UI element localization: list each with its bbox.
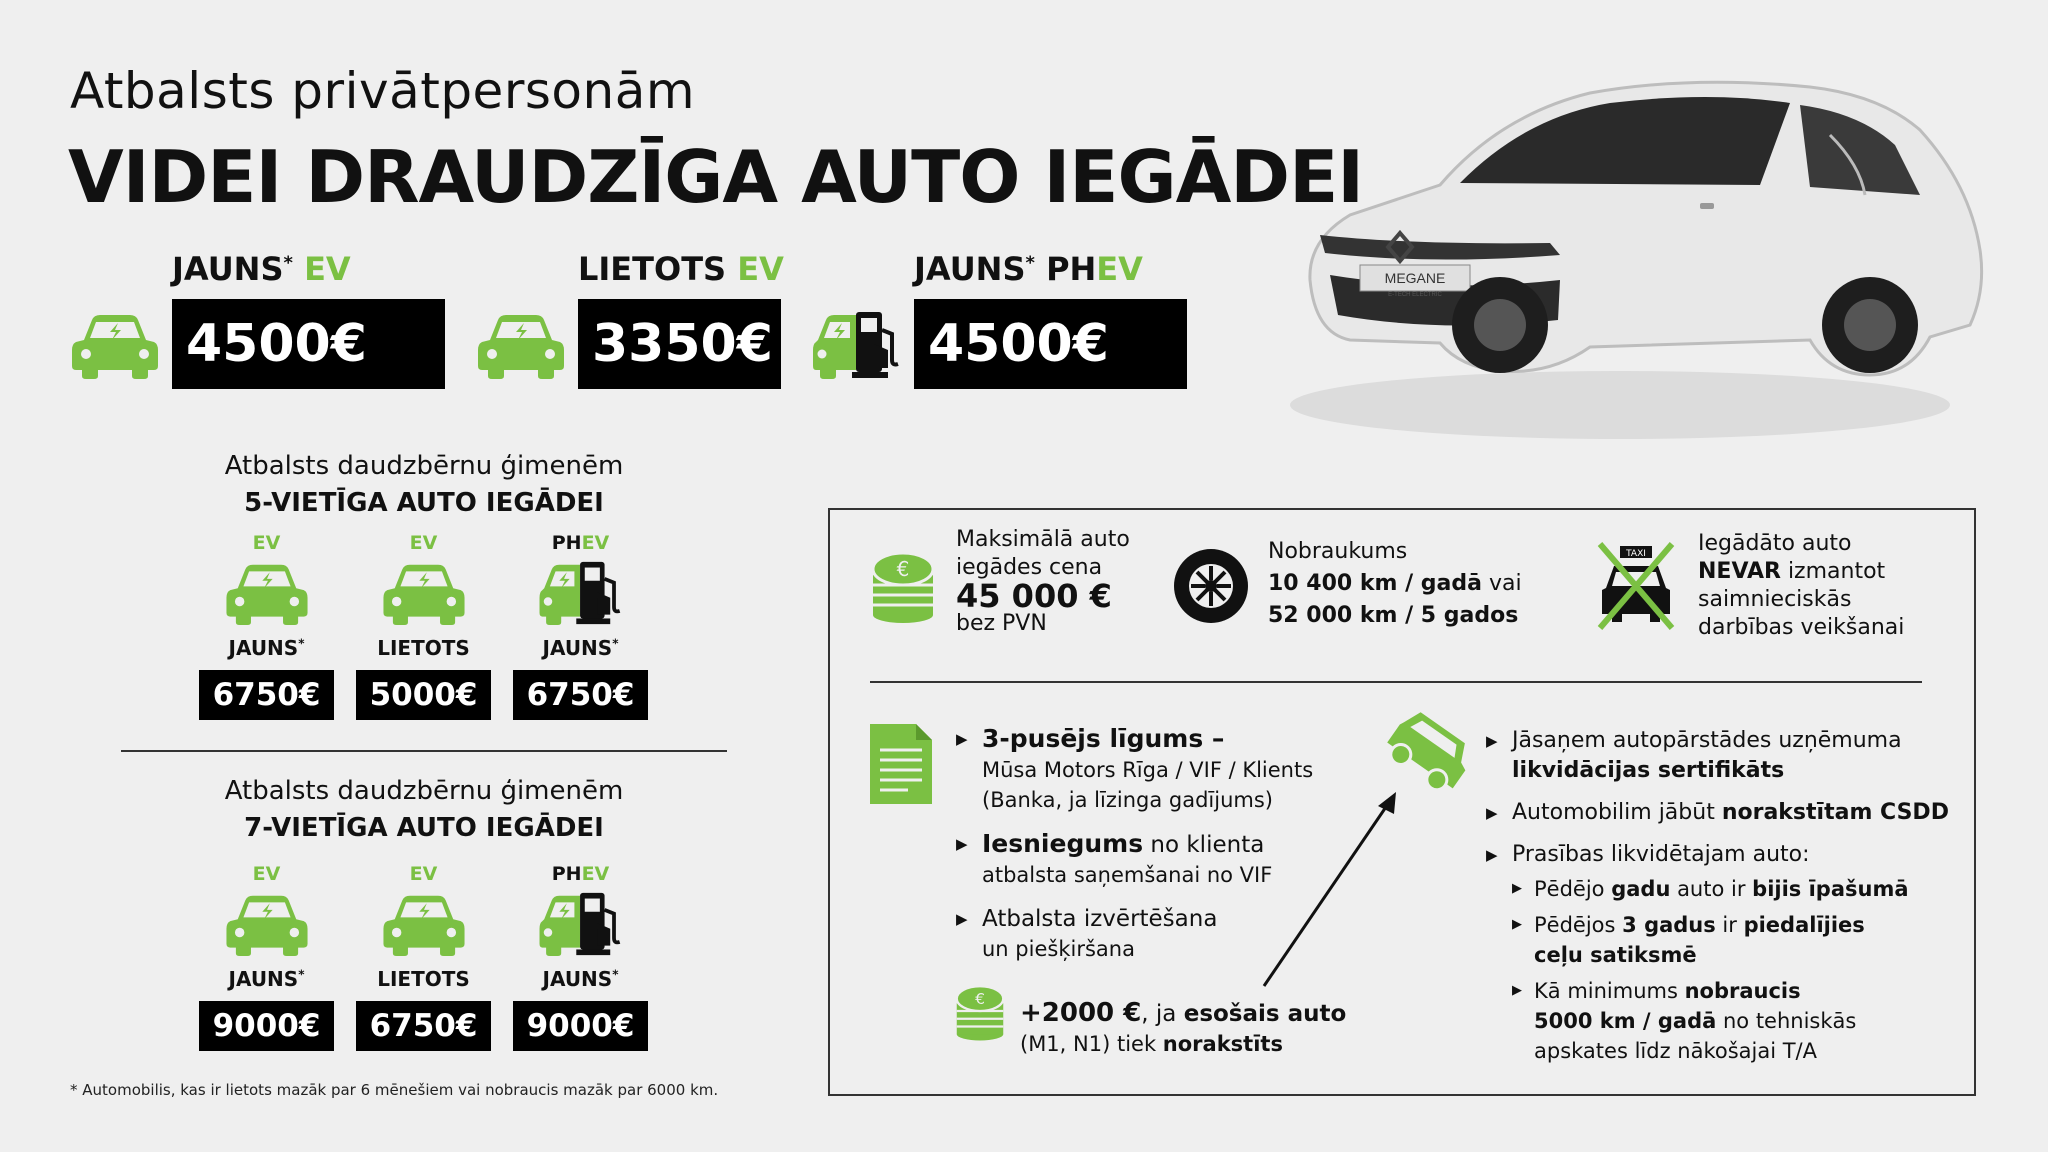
ev-car-icon	[476, 310, 566, 380]
ev-car-icon	[224, 891, 310, 957]
document-icon	[868, 722, 934, 806]
step-item: ▶ 3-pusējs līgums – Mūsa Motors Rīga / VIF / Klients (Banka, ja līzinga gadījums)	[956, 724, 1356, 815]
offer-label-new-phev: JAUNS* PHEV	[914, 250, 1143, 288]
car-image	[1290, 75, 2000, 445]
requirement-subitem: ▶ Pēdējos 3 gadus ir piedalījies ceļu satiksmē	[1508, 910, 1956, 970]
family7-option-new-phev: PHEV JAUNS* 9000€	[513, 863, 648, 1051]
ev-car-icon	[381, 560, 467, 626]
family7-price: 6750€	[356, 1001, 491, 1051]
svg-text:TAXI: TAXI	[1626, 549, 1646, 559]
car-badge: MEGANE	[1384, 270, 1446, 286]
svg-text:€: €	[896, 557, 910, 581]
family5-price: 6750€	[513, 670, 648, 720]
offer-price-new-ev: 4500€	[172, 299, 445, 389]
offer-price-used-ev: 3350€	[578, 299, 781, 389]
scrap-requirements	[1486, 726, 1956, 1066]
offer-label-used-ev: LIETOTS EV	[578, 250, 784, 288]
family5-option-new-phev: PHEV JAUNS* 6750€	[513, 532, 648, 720]
requirement-item: ▶ Automobilim jābūt norakstītam CSDD	[1486, 798, 1956, 828]
phev-car-icon	[538, 560, 624, 626]
coins-icon	[868, 545, 938, 625]
requirement-subitem: ▶ Kā minimums nobraucis 5000 km / gadā no tehniskās apskates līdz nākošajai T/A	[1508, 976, 1956, 1066]
scrapped-car-icon	[1380, 712, 1476, 796]
requirement-item: ▶ Jāsaņem autopārstādes uzņēmuma likvidācijas sertifikāts	[1486, 726, 1956, 786]
car-badge-sub: E-TECH ELECTRIC	[1388, 292, 1442, 298]
scrap-bonus: +2000 €, ja esošais auto (M1, N1) tiek norakstīts	[1020, 998, 1347, 1056]
family7-price: 9000€	[199, 1001, 334, 1051]
mileage-block: Nobraukums 10 400 km / gadā vai 52 000 km / 5 gados	[1268, 539, 1522, 628]
offer-label-new-ev: JAUNS* EV	[172, 250, 351, 288]
ev-car-icon	[381, 891, 467, 957]
family7-option-used-ev: EV LIETOTS 6750€	[356, 863, 491, 1051]
page-title: VIDEI DRAUDZĪGA AUTO IEGĀDEI	[68, 135, 1364, 219]
family7-option-new-ev: EV JAUNS* 9000€	[199, 863, 334, 1051]
box-divider	[870, 681, 1922, 683]
step-item: ▶ Atbalsta izvērtēšana un piešķiršana	[956, 904, 1356, 964]
phev-car-icon	[538, 891, 624, 957]
section-divider	[121, 750, 727, 752]
step-item: ▶ Iesniegums no klienta atbalsta saņemšanai no VIF	[956, 829, 1356, 890]
family5-heading: Atbalsts daudzbērnu ģimenēm 5-VIETĪGA AUTO IEGĀDEI	[224, 451, 624, 518]
family7-heading: Atbalsts daudzbērnu ģimenēm 7-VIETĪGA AUTO IEGĀDEI	[224, 776, 624, 843]
requirement-item: ▶ Prasības likvidētajam auto:	[1486, 840, 1956, 870]
ev-car-icon	[224, 560, 310, 626]
footnote: * Automobilis, kas ir lietots mazāk par 6 mēnešiem vai nobraucis mazāk par 6000 km.	[70, 1081, 719, 1099]
family5-option-used-ev: EV LIETOTS 5000€	[356, 532, 491, 720]
tire-icon	[1172, 547, 1250, 625]
arrow-icon	[1250, 786, 1410, 996]
page-subtitle: Atbalsts privātpersonām	[70, 62, 696, 120]
family5-option-new-ev: EV JAUNS* 6750€	[199, 532, 334, 720]
requirement-subitem: ▶ Pēdējo gadu auto ir bijis īpašumā	[1508, 874, 1956, 904]
offer-price-new-phev: 4500€	[914, 299, 1187, 389]
family5-price: 5000€	[356, 670, 491, 720]
no-taxi-icon	[1596, 540, 1676, 632]
family5-price: 6750€	[199, 670, 334, 720]
family7-price: 9000€	[513, 1001, 648, 1051]
max-price-block: Maksimālā auto iegādes cena 45 000 € bez PVN	[956, 527, 1130, 636]
ev-car-icon	[70, 310, 160, 380]
svg-text:€: €	[975, 990, 985, 1009]
business-restriction-block: Iegādāto auto NEVAR izmantot saimnieciskās darbības veikšanai	[1698, 531, 1905, 640]
coins-icon	[952, 980, 1008, 1042]
phev-car-icon	[812, 310, 902, 380]
